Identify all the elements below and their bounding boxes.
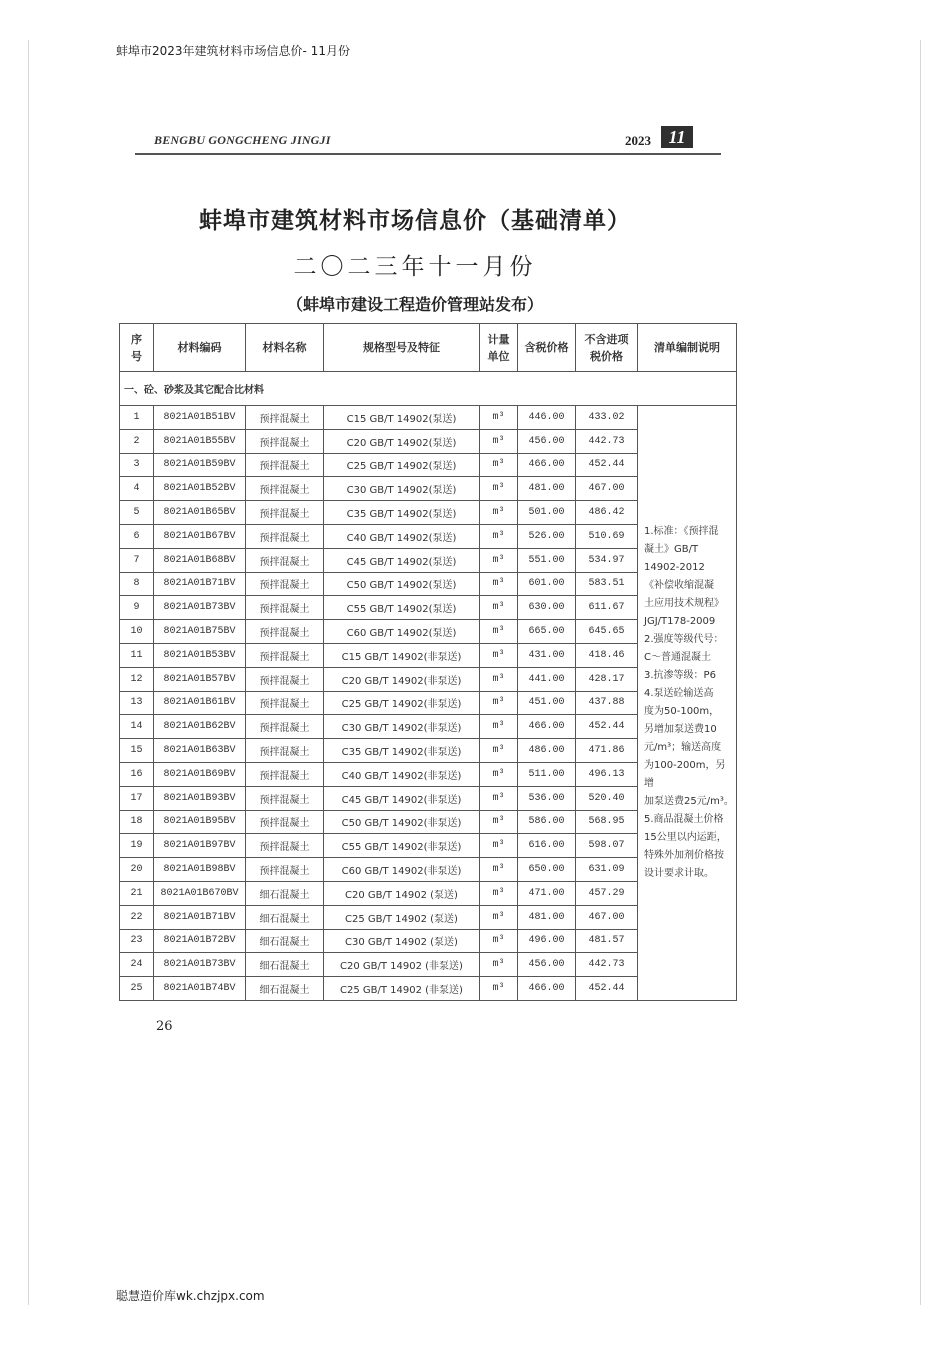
header-unit: 计量 单位 bbox=[480, 324, 518, 372]
cell-price-tax: 456.00 bbox=[518, 429, 576, 453]
cell-spec: C45 GB/T 14902(泵送) bbox=[324, 548, 480, 572]
cell-unit: m³ bbox=[480, 548, 518, 572]
cell-index: 2 bbox=[120, 429, 154, 453]
right-margin-line bbox=[920, 40, 921, 1305]
page-number: 26 bbox=[156, 1019, 173, 1034]
table-header-row bbox=[120, 324, 737, 372]
cell-name: 预拌混凝土 bbox=[246, 429, 324, 453]
cell-unit: m³ bbox=[480, 596, 518, 620]
note-line: JGJ/T178-2009 bbox=[644, 615, 716, 627]
cell-price-tax: 526.00 bbox=[518, 524, 576, 548]
note-line: 度为50-100m， bbox=[644, 705, 720, 717]
cell-index: 10 bbox=[120, 620, 154, 644]
cell-spec: C20 GB/T 14902(非泵送) bbox=[324, 667, 480, 691]
cell-index: 22 bbox=[120, 905, 154, 929]
cell-index: 18 bbox=[120, 810, 154, 834]
cell-code: 8021A01B670BV bbox=[154, 881, 246, 905]
cell-price-notax: 486.42 bbox=[576, 501, 638, 525]
cell-spec: C25 GB/T 14902(泵送) bbox=[324, 453, 480, 477]
cell-unit: m³ bbox=[480, 858, 518, 882]
table-row bbox=[120, 406, 737, 430]
cell-spec: C25 GB/T 14902 (非泵送) bbox=[324, 977, 480, 1001]
cell-spec: C35 GB/T 14902(非泵送) bbox=[324, 739, 480, 763]
note-line: 特殊外加剂价格按 bbox=[644, 849, 724, 861]
cell-unit: m³ bbox=[480, 881, 518, 905]
cell-code: 8021A01B71BV bbox=[154, 905, 246, 929]
cell-price-notax: 442.73 bbox=[576, 429, 638, 453]
note-line: 4.泵送砼输送高 bbox=[644, 687, 714, 699]
cell-code: 8021A01B95BV bbox=[154, 810, 246, 834]
cell-name: 细石混凝土 bbox=[246, 929, 324, 953]
note-line: 另增加泵送费10 bbox=[644, 723, 717, 735]
cell-index: 14 bbox=[120, 715, 154, 739]
page-date-title: 二〇二三年十一月份 bbox=[293, 254, 537, 280]
cell-name: 预拌混凝土 bbox=[246, 406, 324, 430]
cell-unit: m³ bbox=[480, 929, 518, 953]
cell-name: 预拌混凝土 bbox=[246, 739, 324, 763]
cell-index: 25 bbox=[120, 977, 154, 1001]
cell-index: 24 bbox=[120, 953, 154, 977]
cell-price-tax: 466.00 bbox=[518, 977, 576, 1001]
cell-index: 11 bbox=[120, 643, 154, 667]
cell-unit: m³ bbox=[480, 762, 518, 786]
cell-code: 8021A01B63BV bbox=[154, 739, 246, 763]
cell-index: 3 bbox=[120, 453, 154, 477]
cell-code: 8021A01B97BV bbox=[154, 834, 246, 858]
cell-name: 预拌混凝土 bbox=[246, 762, 324, 786]
cell-unit: m³ bbox=[480, 786, 518, 810]
cell-spec: C40 GB/T 14902(非泵送) bbox=[324, 762, 480, 786]
cell-price-notax: 534.97 bbox=[576, 548, 638, 572]
cell-spec: C35 GB/T 14902(泵送) bbox=[324, 501, 480, 525]
cell-code: 8021A01B73BV bbox=[154, 953, 246, 977]
cell-code: 8021A01B68BV bbox=[154, 548, 246, 572]
cell-spec: C60 GB/T 14902(泵送) bbox=[324, 620, 480, 644]
cell-price-tax: 616.00 bbox=[518, 834, 576, 858]
cell-code: 8021A01B67BV bbox=[154, 524, 246, 548]
cell-code: 8021A01B55BV bbox=[154, 429, 246, 453]
issue-number: 11 bbox=[661, 126, 693, 148]
section-title: 一、砼、砂浆及其它配合比材料 bbox=[120, 372, 737, 406]
note-line: 1.标准：《预拌混 bbox=[644, 525, 719, 537]
cell-unit: m³ bbox=[480, 977, 518, 1001]
cell-price-notax: 568.95 bbox=[576, 810, 638, 834]
cell-price-notax: 467.00 bbox=[576, 477, 638, 501]
cell-unit: m³ bbox=[480, 429, 518, 453]
cell-price-tax: 431.00 bbox=[518, 643, 576, 667]
cell-unit: m³ bbox=[480, 572, 518, 596]
cell-spec: C40 GB/T 14902(泵送) bbox=[324, 524, 480, 548]
header-price-tax: 含税价格 bbox=[518, 324, 576, 372]
cell-name: 预拌混凝土 bbox=[246, 548, 324, 572]
cell-price-notax: 520.40 bbox=[576, 786, 638, 810]
cell-name: 预拌混凝土 bbox=[246, 620, 324, 644]
cell-unit: m³ bbox=[480, 501, 518, 525]
cell-price-notax: 442.73 bbox=[576, 953, 638, 977]
header-index: 序 号 bbox=[120, 324, 154, 372]
cell-price-notax: 433.02 bbox=[576, 406, 638, 430]
cell-price-tax: 451.00 bbox=[518, 691, 576, 715]
cell-index: 17 bbox=[120, 786, 154, 810]
cell-price-notax: 452.44 bbox=[576, 977, 638, 1001]
cell-name: 细石混凝土 bbox=[246, 905, 324, 929]
cell-code: 8021A01B59BV bbox=[154, 453, 246, 477]
cell-spec: C15 GB/T 14902(泵送) bbox=[324, 406, 480, 430]
cell-price-notax: 452.44 bbox=[576, 715, 638, 739]
cell-unit: m³ bbox=[480, 691, 518, 715]
cell-price-notax: 428.17 bbox=[576, 667, 638, 691]
cell-price-notax: 631.09 bbox=[576, 858, 638, 882]
cell-price-notax: 457.29 bbox=[576, 881, 638, 905]
cell-name: 预拌混凝土 bbox=[246, 596, 324, 620]
cell-index: 19 bbox=[120, 834, 154, 858]
header-price-notax: 不含进项 税价格 bbox=[576, 324, 638, 372]
cell-code: 8021A01B65BV bbox=[154, 501, 246, 525]
cell-price-tax: 511.00 bbox=[518, 762, 576, 786]
cell-spec: C55 GB/T 14902(非泵送) bbox=[324, 834, 480, 858]
cell-unit: m³ bbox=[480, 643, 518, 667]
cell-unit: m³ bbox=[480, 406, 518, 430]
cell-name: 细石混凝土 bbox=[246, 881, 324, 905]
cell-price-tax: 466.00 bbox=[518, 715, 576, 739]
cell-index: 21 bbox=[120, 881, 154, 905]
note-line: 2.强度等级代号： bbox=[644, 633, 724, 645]
cell-price-notax: 467.00 bbox=[576, 905, 638, 929]
cell-unit: m³ bbox=[480, 953, 518, 977]
cell-unit: m³ bbox=[480, 715, 518, 739]
note-line: 设计要求计取。 bbox=[644, 867, 714, 879]
cell-price-tax: 551.00 bbox=[518, 548, 576, 572]
note-line: 3.抗渗等级：P6 bbox=[644, 669, 716, 681]
cell-unit: m³ bbox=[480, 905, 518, 929]
note-line: 15公里以内运距， bbox=[644, 831, 727, 843]
note-line: C～普通混凝土 bbox=[644, 651, 711, 663]
cell-index: 20 bbox=[120, 858, 154, 882]
cell-spec: C30 GB/T 14902 (泵送) bbox=[324, 929, 480, 953]
cell-code: 8021A01B69BV bbox=[154, 762, 246, 786]
cell-index: 1 bbox=[120, 406, 154, 430]
cell-unit: m³ bbox=[480, 524, 518, 548]
note-line: 加泵送费25元/m³。 bbox=[644, 795, 734, 807]
cell-code: 8021A01B62BV bbox=[154, 715, 246, 739]
header-name: 材料名称 bbox=[246, 324, 324, 372]
cell-unit: m³ bbox=[480, 810, 518, 834]
cell-index: 9 bbox=[120, 596, 154, 620]
cell-index: 13 bbox=[120, 691, 154, 715]
cell-price-tax: 586.00 bbox=[518, 810, 576, 834]
cell-name: 预拌混凝土 bbox=[246, 810, 324, 834]
cell-price-notax: 496.13 bbox=[576, 762, 638, 786]
cell-code: 8021A01B61BV bbox=[154, 691, 246, 715]
cell-index: 7 bbox=[120, 548, 154, 572]
cell-price-tax: 466.00 bbox=[518, 453, 576, 477]
cell-code: 8021A01B72BV bbox=[154, 929, 246, 953]
cell-price-notax: 583.51 bbox=[576, 572, 638, 596]
cell-code: 8021A01B73BV bbox=[154, 596, 246, 620]
cell-name: 细石混凝土 bbox=[246, 953, 324, 977]
cell-price-tax: 481.00 bbox=[518, 477, 576, 501]
notes-cell bbox=[638, 406, 737, 1001]
cell-unit: m³ bbox=[480, 834, 518, 858]
page-title: 蚌埠市建筑材料市场信息价（基础清单） bbox=[199, 208, 631, 234]
note-line: 元/m³；输送高度 bbox=[644, 741, 722, 753]
cell-index: 15 bbox=[120, 739, 154, 763]
cell-price-tax: 536.00 bbox=[518, 786, 576, 810]
note-line: 为100-200m，另增 bbox=[644, 759, 726, 789]
journal-name: BENGBU GONGCHENG JINGJI bbox=[154, 133, 331, 147]
document-header: 蚌埠市2023年建筑材料市场信息价- 11月份 bbox=[116, 44, 350, 58]
cell-spec: C25 GB/T 14902(非泵送) bbox=[324, 691, 480, 715]
note-line: 《补偿收缩混凝 bbox=[644, 579, 714, 591]
note-line: 凝土》GB/T bbox=[644, 543, 699, 555]
note-line: 土应用技术规程》 bbox=[644, 597, 724, 609]
cell-price-tax: 501.00 bbox=[518, 501, 576, 525]
cell-index: 12 bbox=[120, 667, 154, 691]
cell-name: 预拌混凝土 bbox=[246, 501, 324, 525]
cell-price-tax: 456.00 bbox=[518, 953, 576, 977]
cell-price-notax: 510.69 bbox=[576, 524, 638, 548]
cell-code: 8021A01B93BV bbox=[154, 786, 246, 810]
cell-code: 8021A01B75BV bbox=[154, 620, 246, 644]
cell-name: 预拌混凝土 bbox=[246, 572, 324, 596]
publisher-line: （蚌埠市建设工程造价管理站发布） bbox=[286, 295, 543, 314]
cell-code: 8021A01B51BV bbox=[154, 406, 246, 430]
cell-unit: m³ bbox=[480, 739, 518, 763]
cell-price-notax: 418.46 bbox=[576, 643, 638, 667]
header-notes: 清单编制说明 bbox=[638, 324, 737, 372]
price-table bbox=[119, 323, 737, 1001]
cell-spec: C20 GB/T 14902 (泵送) bbox=[324, 881, 480, 905]
cell-price-notax: 452.44 bbox=[576, 453, 638, 477]
cell-price-notax: 645.65 bbox=[576, 620, 638, 644]
document-footer: 聪慧造价库wk.chzjpx.com bbox=[116, 1289, 265, 1303]
cell-unit: m³ bbox=[480, 667, 518, 691]
cell-price-notax: 481.57 bbox=[576, 929, 638, 953]
cell-name: 预拌混凝土 bbox=[246, 453, 324, 477]
cell-code: 8021A01B74BV bbox=[154, 977, 246, 1001]
cell-price-tax: 601.00 bbox=[518, 572, 576, 596]
cell-name: 预拌混凝土 bbox=[246, 715, 324, 739]
cell-index: 4 bbox=[120, 477, 154, 501]
cell-spec: C30 GB/T 14902(泵送) bbox=[324, 477, 480, 501]
cell-name: 细石混凝土 bbox=[246, 977, 324, 1001]
cell-spec: C25 GB/T 14902 (泵送) bbox=[324, 905, 480, 929]
cell-code: 8021A01B53BV bbox=[154, 643, 246, 667]
cell-index: 16 bbox=[120, 762, 154, 786]
cell-index: 5 bbox=[120, 501, 154, 525]
cell-code: 8021A01B98BV bbox=[154, 858, 246, 882]
cell-unit: m³ bbox=[480, 620, 518, 644]
cell-name: 预拌混凝土 bbox=[246, 477, 324, 501]
cell-price-tax: 481.00 bbox=[518, 905, 576, 929]
cell-spec: C50 GB/T 14902(非泵送) bbox=[324, 810, 480, 834]
cell-unit: m³ bbox=[480, 453, 518, 477]
cell-price-tax: 665.00 bbox=[518, 620, 576, 644]
section-row bbox=[120, 372, 737, 406]
cell-price-tax: 446.00 bbox=[518, 406, 576, 430]
header-spec: 规格型号及特征 bbox=[324, 324, 480, 372]
cell-price-tax: 650.00 bbox=[518, 858, 576, 882]
cell-price-tax: 471.00 bbox=[518, 881, 576, 905]
cell-name: 预拌混凝土 bbox=[246, 858, 324, 882]
cell-spec: C50 GB/T 14902(泵送) bbox=[324, 572, 480, 596]
cell-name: 预拌混凝土 bbox=[246, 786, 324, 810]
cell-code: 8021A01B57BV bbox=[154, 667, 246, 691]
issue-year: 2023 bbox=[625, 133, 651, 148]
cell-spec: C45 GB/T 14902(非泵送) bbox=[324, 786, 480, 810]
cell-name: 预拌混凝土 bbox=[246, 691, 324, 715]
cell-spec: C30 GB/T 14902(非泵送) bbox=[324, 715, 480, 739]
cell-index: 8 bbox=[120, 572, 154, 596]
cell-price-tax: 441.00 bbox=[518, 667, 576, 691]
cell-spec: C60 GB/T 14902(非泵送) bbox=[324, 858, 480, 882]
cell-price-notax: 611.67 bbox=[576, 596, 638, 620]
cell-spec: C55 GB/T 14902(泵送) bbox=[324, 596, 480, 620]
cell-price-tax: 496.00 bbox=[518, 929, 576, 953]
note-line: 14902-2012 bbox=[644, 561, 705, 573]
cell-name: 预拌混凝土 bbox=[246, 834, 324, 858]
cell-price-notax: 437.88 bbox=[576, 691, 638, 715]
cell-index: 6 bbox=[120, 524, 154, 548]
cell-code: 8021A01B71BV bbox=[154, 572, 246, 596]
note-line: 5.商品混凝土价格 bbox=[644, 813, 724, 825]
cell-price-notax: 471.86 bbox=[576, 739, 638, 763]
cell-unit: m³ bbox=[480, 477, 518, 501]
cell-price-tax: 486.00 bbox=[518, 739, 576, 763]
cell-code: 8021A01B52BV bbox=[154, 477, 246, 501]
cell-name: 预拌混凝土 bbox=[246, 667, 324, 691]
cell-spec: C20 GB/T 14902(泵送) bbox=[324, 429, 480, 453]
cell-spec: C15 GB/T 14902(非泵送) bbox=[324, 643, 480, 667]
running-head bbox=[135, 126, 721, 155]
header-code: 材料编码 bbox=[154, 324, 246, 372]
cell-name: 预拌混凝土 bbox=[246, 643, 324, 667]
cell-price-tax: 630.00 bbox=[518, 596, 576, 620]
cell-name: 预拌混凝土 bbox=[246, 524, 324, 548]
cell-index: 23 bbox=[120, 929, 154, 953]
cell-spec: C20 GB/T 14902 (非泵送) bbox=[324, 953, 480, 977]
cell-price-notax: 598.07 bbox=[576, 834, 638, 858]
